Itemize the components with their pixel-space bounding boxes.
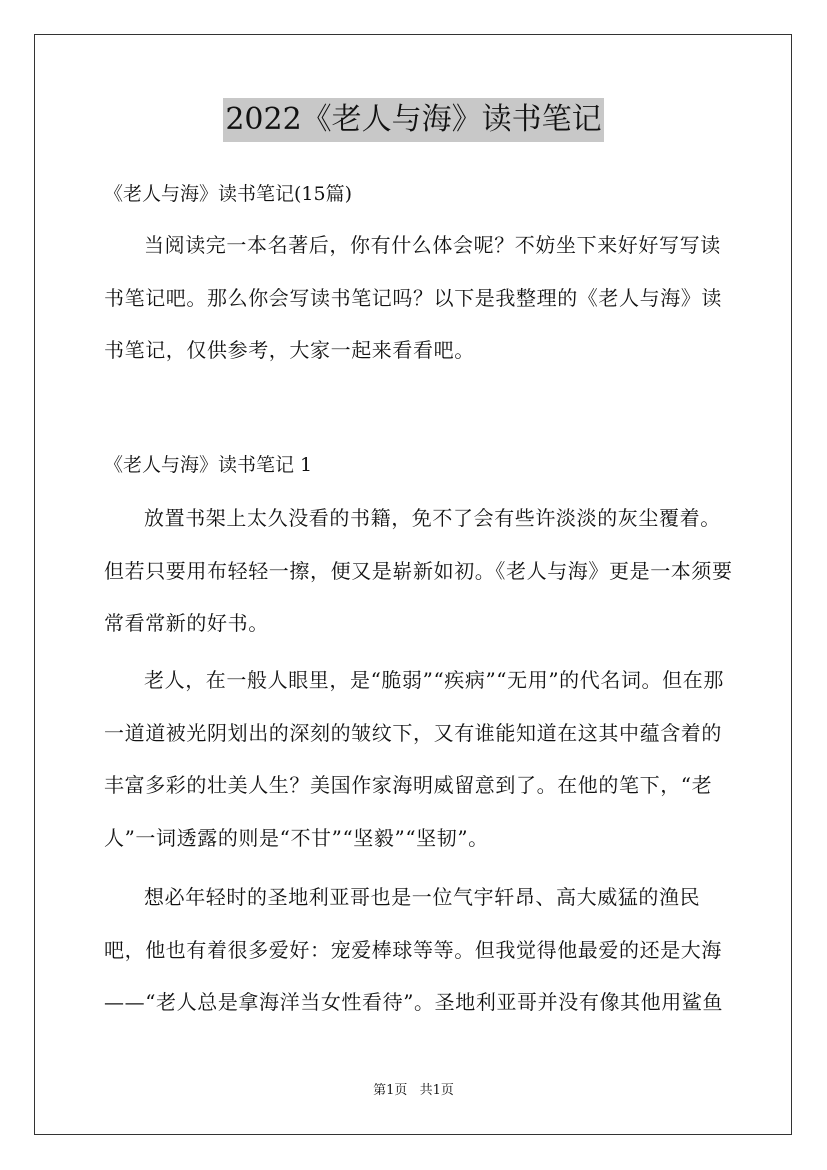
document-subtitle: 《老人与海》读书笔记(15篇) (104, 183, 353, 205)
intro-paragraph: 当阅读完一本名著后，你有什么体会呢？不妨坐下来好好写写读书笔记吧。那么你会写读书笔记吗？以下是我整理的《老人与海》读书笔记，仅供参考，大家一起来看看吧。 (104, 233, 722, 362)
body-paragraph-3: 想必年轻时的圣地利亚哥也是一位气宇轩昂、高大威猛的渔民吧，他也有着很多爱好：宠爱棒球等等。但我觉得他最爱的还是大海——“老人总是拿海洋当女性看待”。圣地利亚哥并没有像其他用鲨鱼 (104, 885, 724, 1014)
page-number: 第1页 (373, 1083, 408, 1098)
body-paragraph-1: 放置书架上太久没看的书籍，免不了会有些许淡淡的灰尘覆着。但若只要用布轻轻一擦，便又是崭新如初。《老人与海》更是一本须要常看常新的好书。 (104, 506, 733, 635)
document-title: 2022《老人与海》读书笔记 (223, 98, 603, 142)
page-total: 共1页 (419, 1083, 454, 1098)
title-container (0, 98, 827, 142)
body-paragraph-2: 老人，在一般人眼里，是“脆弱”“疾病”“无用”的代名词。但在那一道道被光阴划出的深刻的皱纹下，又有谁能知道在这其中蕴含着的丰富多彩的壮美人生？美国作家海明威留意到了。在他的笔下，“老人”一词透露的则是“不甘”“坚毅”“坚韧”。 (104, 668, 724, 850)
section-heading: 《老人与海》读书笔记 1 (104, 454, 313, 476)
page-footer (0, 1082, 827, 1100)
